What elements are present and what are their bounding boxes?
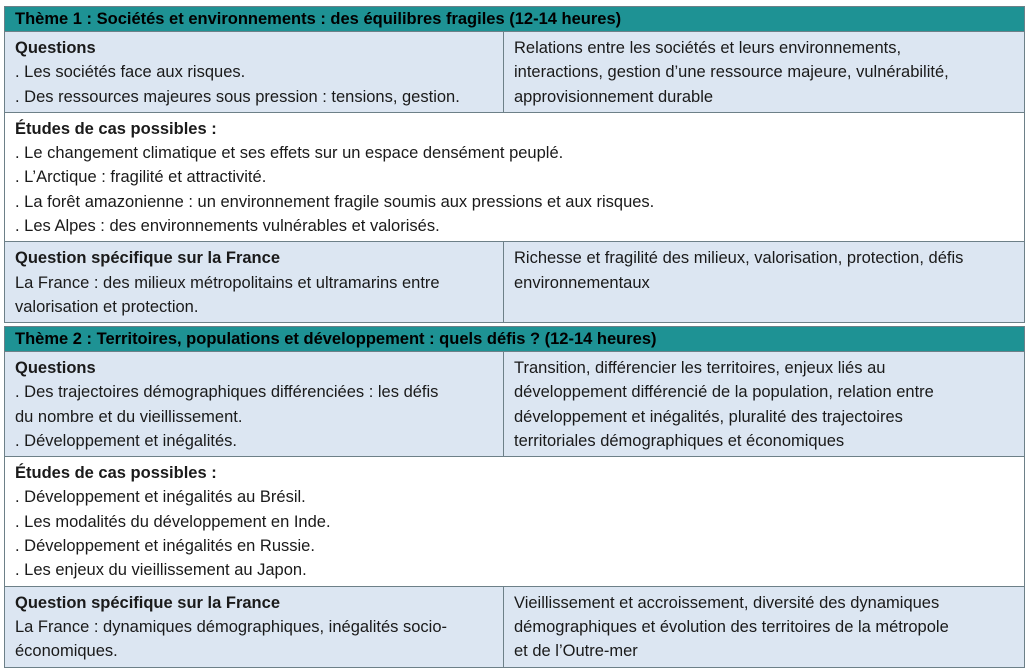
theme-1-questions-cell [5, 32, 504, 112]
etude-item: . Les Alpes : des environnements vulnérables et valorisés. [15, 217, 440, 236]
theme-1-questions-notions [504, 32, 1024, 112]
etude-item: . Les enjeux du vieillissement au Japon. [15, 561, 307, 580]
question-item: . Les sociétés face aux risques. [15, 63, 246, 82]
theme-1-table [4, 6, 1025, 323]
notions-line: territoriales démographiques et économiques [514, 431, 845, 450]
theme-1-france-cell [5, 242, 504, 322]
notions-line: développement et inégalités, pluralité des trajectoires [514, 407, 903, 426]
theme-2-etudes-row [5, 457, 1024, 586]
question-item: du nombre et du vieillissement. [15, 407, 243, 426]
questions-label: Questions [15, 39, 96, 57]
etudes-label: Études de cas possibles : [15, 119, 217, 138]
theme-2-table [4, 326, 1025, 668]
notions-line: démographiques et évolution des territoires de la métropole [514, 617, 949, 636]
theme-1-questions-row [5, 32, 1024, 113]
france-line: La France : des milieux métropolitains et ultramarins entre [15, 273, 440, 292]
notions-line: et de l’Outre-mer [514, 642, 638, 661]
theme-1-etudes-row [5, 113, 1024, 242]
etude-item: . Développement et inégalités en Russie. [15, 537, 315, 556]
theme-2-header: Thème 2 : Territoires, populations et développement : quels défis ? (12-14 heures) [5, 327, 1024, 352]
notions-line: Transition, différencier les territoires, enjeux liés au [514, 359, 886, 377]
notions-line: approvisionnement durable [514, 87, 714, 106]
theme-2-france-notions [504, 587, 1024, 667]
etude-item: . L’Arctique : fragilité et attractivité. [15, 168, 267, 187]
theme-2-france-row [5, 587, 1024, 667]
theme-2-france-cell [5, 587, 504, 667]
etudes-label: Études de cas possibles : [15, 464, 217, 483]
france-line: valorisation et protection. [15, 297, 199, 316]
france-line: La France : dynamiques démographiques, inégalités socio- [15, 617, 447, 636]
france-line: économiques. [15, 642, 118, 661]
question-item: . Des ressources majeures sous pression : tensions, gestion. [15, 87, 460, 106]
theme-2-questions-row [5, 352, 1024, 457]
notions-line: développement différencié de la population, relation entre [514, 383, 934, 402]
etude-item: . Développement et inégalités au Brésil. [15, 488, 306, 507]
notions-line: environnementaux [514, 273, 650, 292]
etude-item: . Les modalités du développement en Inde. [15, 512, 331, 531]
question-item: . Des trajectoires démographiques différenciées : les défis [15, 383, 439, 402]
france-label: Question spécifique sur la France [15, 593, 280, 612]
theme-1-france-row [5, 242, 1024, 322]
france-label: Question spécifique sur la France [15, 249, 280, 268]
theme-2-etudes-cell [5, 457, 1024, 585]
theme-1-header: Thème 1 : Sociétés et environnements : des équilibres fragiles (12-14 heures) [5, 7, 1024, 32]
notions-line: Relations entre les sociétés et leurs environnements, [514, 39, 902, 57]
theme-1-etudes-cell [5, 113, 1024, 241]
theme-2-questions-notions [504, 352, 1024, 456]
questions-label: Questions [15, 359, 96, 377]
notions-line: interactions, gestion d’une ressource majeure, vulnérabilité, [514, 63, 949, 82]
etude-item: . La forêt amazonienne : un environnement fragile soumis aux pressions et aux risques. [15, 192, 655, 211]
notions-line: Vieillissement et accroissement, diversité des dynamiques [514, 593, 940, 612]
question-item: . Développement et inégalités. [15, 431, 237, 450]
theme-2-questions-cell [5, 352, 504, 456]
theme-1-france-notions [504, 242, 1024, 322]
notions-line: Richesse et fragilité des milieux, valorisation, protection, défis [514, 249, 964, 268]
etude-item: . Le changement climatique et ses effets sur un espace densément peuplé. [15, 144, 564, 163]
